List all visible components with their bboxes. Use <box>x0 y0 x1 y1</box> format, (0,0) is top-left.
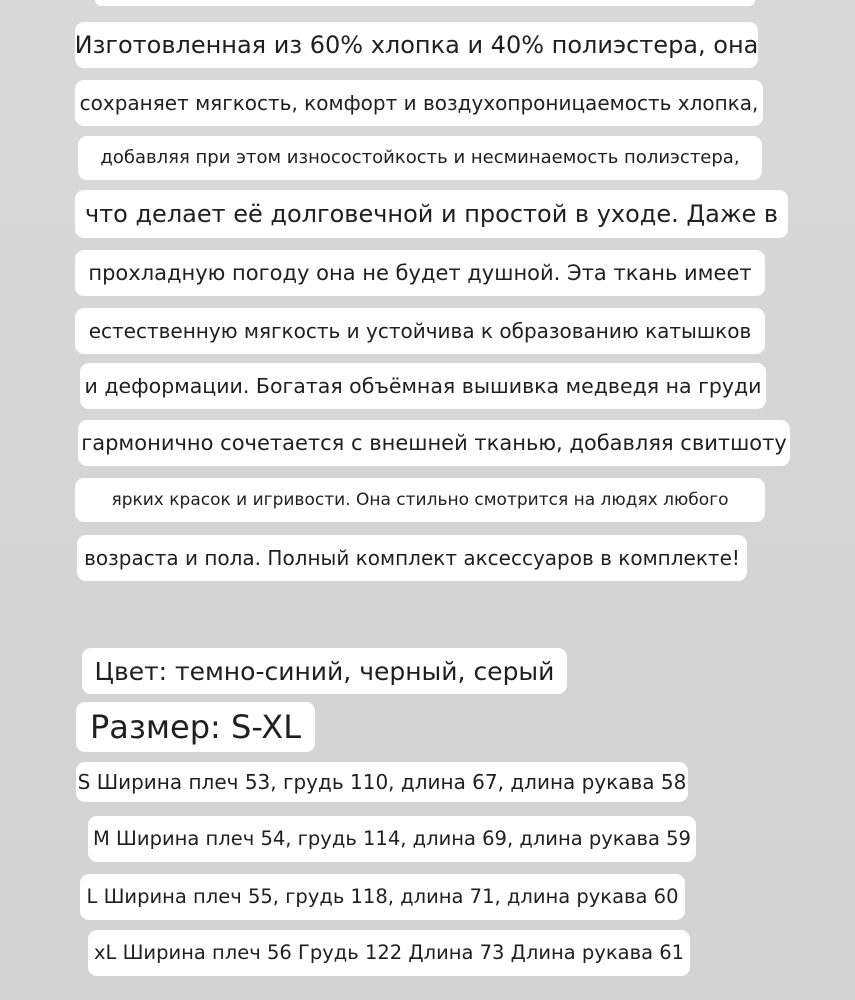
size-row-l: L Ширина плеч 55, грудь 118, длина 71, длина рукава 60 <box>80 874 685 920</box>
description-line-9: ярких красок и игривости. Она стильно смотрится на людях любого <box>75 478 765 522</box>
description-line-6: естественную мягкость и устойчива к образованию катышков <box>75 308 765 354</box>
description-line-3: добавляя при этом износостойкость и несминаемость полиэстера, <box>78 136 762 180</box>
color-line: Цвет: темно-синий, черный, серый <box>82 648 567 694</box>
description-line-4: что делает её долговечной и простой в уходе. Даже в <box>75 190 788 238</box>
size-row-xl: xL Ширина плеч 56 Грудь 122 Длина 73 Длина рукава 61 <box>88 930 690 976</box>
description-line-2: сохраняет мягкость, комфорт и воздухопроницаемость хлопка, <box>75 80 763 126</box>
top-card-edge <box>95 0 755 6</box>
size-title: Размер: S-XL <box>76 702 315 752</box>
description-line-5: прохладную погоду она не будет душной. Эта ткань имеет <box>75 250 765 296</box>
size-row-m: M Ширина плеч 54, грудь 114, длина 69, длина рукава 59 <box>88 816 696 862</box>
description-line-7: и деформации. Богатая объёмная вышивка медведя на груди <box>80 363 766 409</box>
description-line-1: Изготовленная из 60% хлопка и 40% полиэстера, она <box>75 22 758 68</box>
description-line-10: возраста и пола. Полный комплект аксессуаров в комплекте! <box>77 535 747 581</box>
size-row-s: S Ширина плеч 53, грудь 110, длина 67, длина рукава 58 <box>76 762 688 802</box>
description-line-8: гармонично сочетается с внешней тканью, добавляя свитшоту <box>78 420 790 466</box>
